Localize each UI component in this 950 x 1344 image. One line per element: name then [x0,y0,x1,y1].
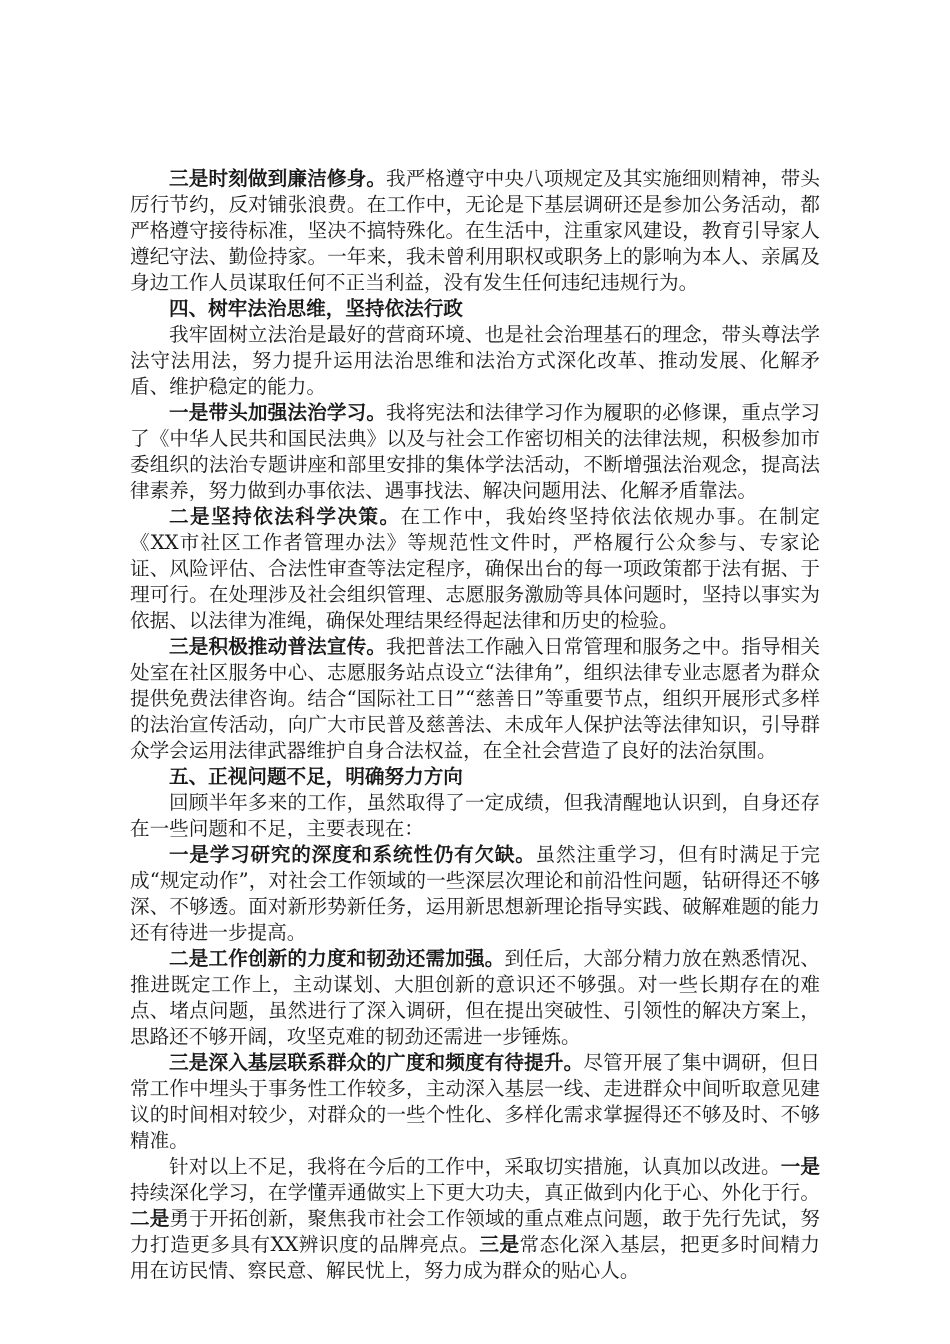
closing-text: 勇于开拓创新，聚焦我市社会工作领域的重点难点问题，敢于先行先试，努力打造更多具有XX辨识度的品牌亮点。 [130,1207,821,1256]
paragraph-body: 在工作中，我始终坚持依法依规办事。在制定《XX市社区工作者管理办法》等规范性文件时，严格履行公众参与、专家论证、风险评估、合法性审查等法定程序，确保出台的每一项政策都于法有据、于理可行。在处理涉及社会组织管理、志愿服务激励等具体问题时，坚持以事实为依据、以法律为准绳，确保处理结果经得起法律和历史的检验。 [130,505,820,632]
closing-keyword: 三是 [479,1233,520,1256]
paragraph-lead: 一是学习研究的深度和系统性仍有欠缺。 [169,843,536,866]
paragraph-law-study [130,400,820,504]
paragraph-review-intro [130,790,820,842]
paragraph-shortcoming-study [130,842,820,946]
document-page [130,166,820,1284]
paragraph-lead: 二是坚持依法科学决策。 [169,505,401,528]
paragraph-body: 我将宪法和法律学习作为履职的必修课，重点学习了《中华人民共和国民法典》以及与社会工作密切相关的法律法规，积极参加市委组织的法治专题讲座和部里安排的集体学法活动，不断增强法治观念，提高法律素养，努力做到办事依法、遇事找法、解决问题用法、化解矛盾靠法。 [130,401,821,502]
paragraph-body: 我把普法工作融入日常管理和服务之中。指导相关处室在社区服务中心、志愿服务站点设立“法律角”，组织法律专业志愿者为群众提供免费法律咨询。结合“国际社工日”“慈善日”等重要节点，组织开展形式多样的法治宣传活动，向广大市民普及慈善法、未成年人保护法等法律知识，引导群众学会运用法律武器维护自身合法权益，在全社会营造了良好的法治氛围。 [130,635,821,762]
paragraph-improvement-plan [130,1154,820,1284]
paragraph-body: 尽管开展了集中调研，但日常工作中埋头于事务性工作较多，主动深入基层一线、走进群众中间听取意见建议的时间相对较少，对群众的一些个性化、多样化需求掌握得还不够及时、不够精准。 [130,1051,821,1152]
paragraph-lead: 三是时刻做到廉洁修身。 [169,167,387,190]
paragraph-shortcoming-grassroots [130,1050,820,1154]
paragraph-shortcoming-innovation [130,946,820,1050]
paragraph-body: 到任后，大部分精力放在熟悉情况、推进既定工作上，主动谋划、大胆创新的意识还不够强。对一些长期存在的难点、堵点问题，虽然进行了深入调研，但在提出突破性、引领性的解决方案上，思路还不够开阔，攻坚克难的韧劲还需进一步锤炼。 [130,947,821,1048]
paragraph-lawful-decision [130,504,820,634]
paragraph-law-promotion [130,634,820,764]
paragraph-rule-of-law-intro [130,322,820,400]
paragraph-integrity [130,166,820,296]
section-heading-shortcomings: 五、正视问题不足，明确努力方向 [169,765,463,788]
paragraph-body: 我严格遵守中央八项规定及其实施细则精神，带头厉行节约，反对铺张浪费。在工作中，无论是下基层调研还是参加公务活动，都严格遵守接待标准，坚决不搞特殊化。在生活中，注重家风建设，教育引导家人遵纪守法、勤俭持家。一年来，我未曾利用职权或职务上的影响为本人、亲属及身边工作人员谋取任何不正当利益，没有发生任何违纪违规行为。 [130,167,821,294]
closing-text: 常态化深入基层，把更多时间精力用在访民情、察民意、解民忧上，努力成为群众的贴心人。 [130,1233,821,1282]
paragraph-body: 虽然注重学习，但有时满足于完成“规定动作”，对社会工作领域的一些深层次理论和前沿性问题，钻研得还不够深、不够透。面对新形势新任务，运用新思想新理论指导实践、破解难题的能力还有待进一步提高。 [130,843,821,944]
closing-text: 针对以上不足，我将在今后的工作中，采取切实措施，认真加以改进。 [169,1155,781,1178]
paragraph-lead: 一是带头加强法治学习。 [169,401,387,424]
paragraph-lead: 三是深入基层联系群众的广度和频度有待提升。 [169,1051,584,1074]
paragraph-lead: 三是积极推动普法宣传。 [169,635,387,658]
closing-keyword: 一是 [780,1155,821,1178]
closing-text: 持续深化学习，在学懂弄通做实上下更大功夫，真正做到内化于心、外化于行。 [130,1181,820,1204]
paragraph-body: 回顾半年多来的工作，虽然取得了一定成绩，但我清醒地认识到，自身还存在一些问题和不足，主要表现在： [130,791,820,840]
section-heading-rule-of-law: 四、树牢法治思维，坚持依法行政 [169,297,463,320]
paragraph-body: 我牢固树立法治是最好的营商环境、也是社会治理基石的理念，带头尊法学法守法用法，努力提升运用法治思维和法治方式深化改革、推动发展、化解矛盾、维护稳定的能力。 [130,323,820,398]
closing-keyword: 二是 [130,1207,170,1230]
paragraph-lead: 二是工作创新的力度和韧劲还需加强。 [169,947,505,970]
